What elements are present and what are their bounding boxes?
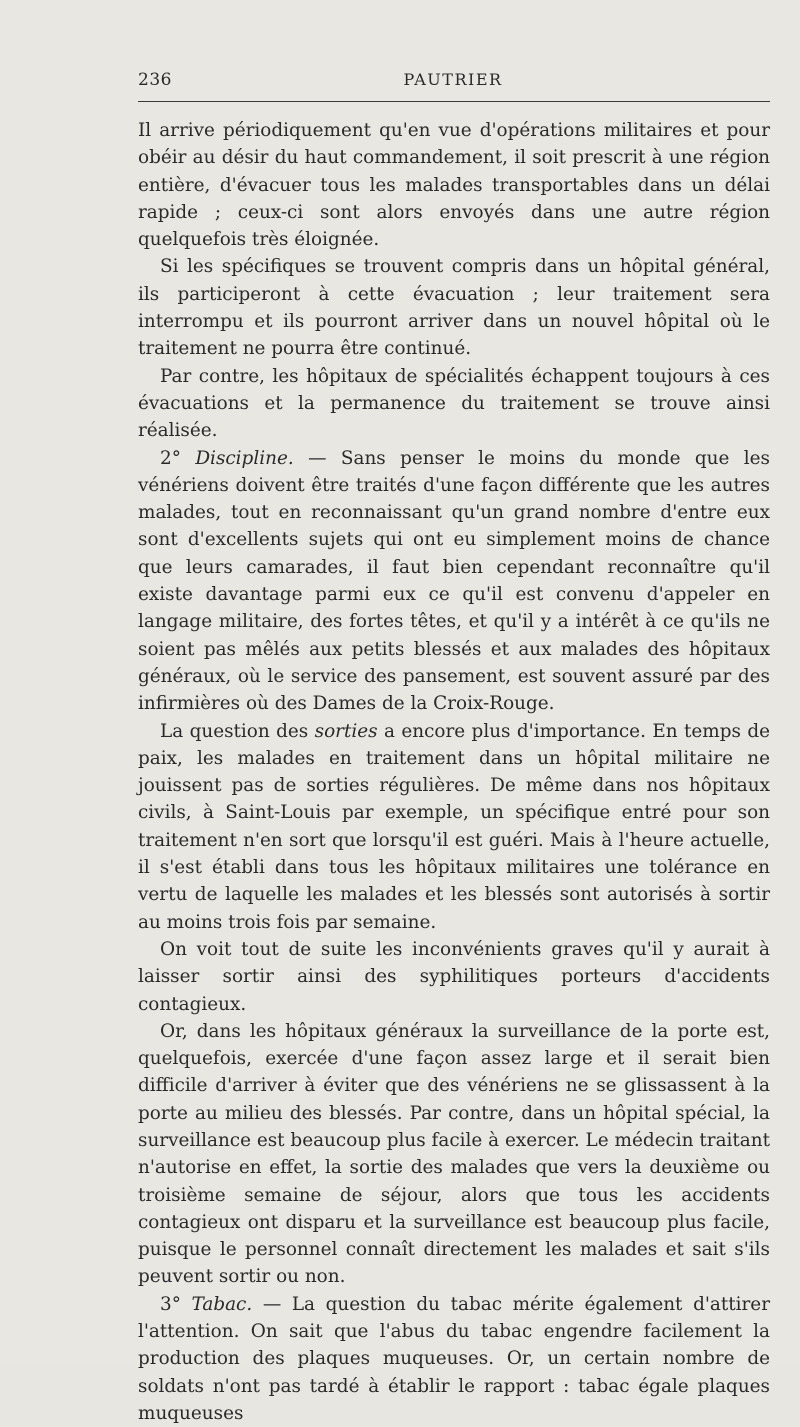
heading-tabac: Tabac. [191, 1293, 253, 1315]
paragraph-sorties: La question des sorties a encore plus d'importance. En temps de paix, les malades en traitement dans un hôpital militaire ne jouissent pas de sorties régulières. De même dans nos hôpitaux civils, à Saint-Louis par exemple, un spécifique entré pour son traitement n'en sort que lorsqu'il est guéri. Mais à l'heure actuelle, il s'est établi dans tous les hôpitaux militaires une tolérance en vertu de laquelle les malades et les blessés sont autorisés à sortir au moins trois fois par semaine. [138, 720, 771, 933]
term-sorties: sorties [314, 720, 378, 742]
running-title: PAUTRIER [403, 70, 503, 89]
paragraph-surveillance: Or, dans les hôpitaux généraux la surveillance de la porte est, quelquefois, exercée d'une façon assez large et il serait bien difficile d'arriver à éviter que des vénériens ne se glissassent à la porte au milieu des blessés. Par contre, dans un hôpital spécial, la surveillance est beaucoup plus facile à exercer. Le médecin traitant n'autorise en effet, la sortie des malades que vers la deuxième ou troisième semaine de séjour, alors que tous les accidents contagieux ont disparu et la surveillance est beaucoup plus facile, puisque le personnel connaît directement les malades et sait s'ils peuvent sortir ou non. [138, 1020, 770, 1288]
page-header [138, 68, 768, 102]
paragraph-specifiques: Si les spécifiques se trouvent compris dans un hôpital général, ils participeront à cette évacuation ; leur traitement sera interrompu et ils pourront arriver dans un nouvel hôpital où le traitement ne pourra être continué. [138, 256, 770, 360]
paragraph-hopitaux-specialites: Par contre, les hôpitaux de spécialités échappent toujours à ces évacuations et la permanence du traitement se trouve ainsi réalisée. [138, 365, 770, 442]
paragraph-tabac: 3° Tabac. — La question du tabac mérite également d'attirer l'attention. On sait que l'abus du tabac engendre facilement la production des plaques muqueuses. Or, un certain nombre de soldats n'ont pas tardé à établir le rapport : tabac égale plaques muqueuses [138, 1293, 770, 1424]
paragraph-evacuation: Il arrive périodiquement qu'en vue d'opérations militaires et pour obéir au désir du haut commandement, il soit prescrit à une région entière, d'évacuer tous les malades transportables dans un délai rapide ; ceux-ci sont alors envoyés dans une autre région quelquefois très éloignée. [138, 120, 770, 251]
page-number: 236 [138, 70, 172, 90]
header-rule [138, 101, 770, 102]
paragraph-inconvenients: On voit tout de suite les inconvénients graves qu'il y aurait à laisser sortir ainsi des syphilitiques porteurs d'accidents contagieux. [138, 938, 770, 1015]
heading-discipline: Discipline. [195, 447, 294, 469]
body-text [138, 117, 770, 1427]
paragraph-discipline: 2° Discipline. — Sans penser le moins du monde que les vénériens doivent être traités d'une façon différente que les autres malades, tout en reconnaissant qu'un grand nombre d'entre eux sont d'excellents sujets qui ont eu simplement moins de chance que leurs camarades, il faut bien cependant reconnaître qu'il existe davantage parmi eux ce qu'il est convenu d'appeler en langage militaire, des fortes têtes, et qu'il y a intérêt à ce qu'ils ne soient pas mêlés aux petits blessés et aux malades des hôpitaux généraux, où le service des pansement, est souvent assuré par des infirmières où des Dames de la Croix-Rouge. [138, 447, 770, 715]
